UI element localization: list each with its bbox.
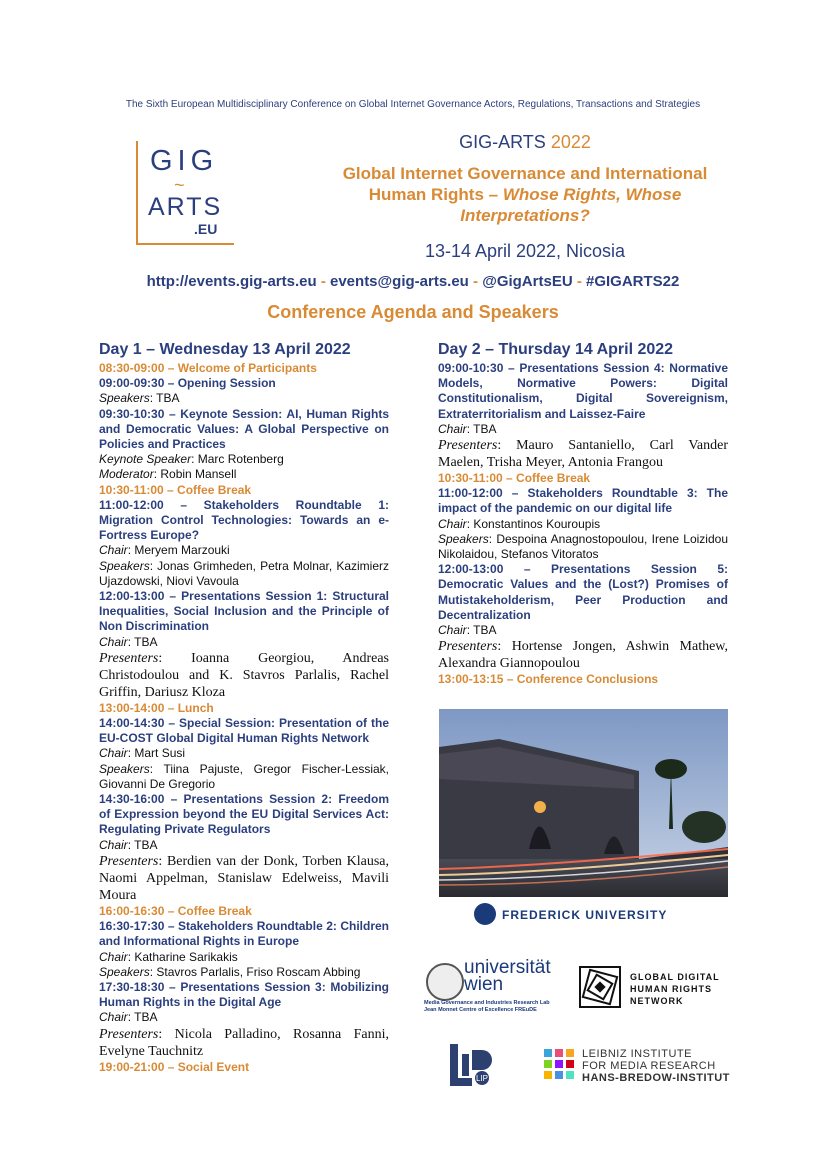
role-value: : Mart Susi: [127, 746, 186, 761]
role-label: Chair: [99, 949, 128, 964]
agenda-participants: [438, 638, 728, 672]
agenda-participants: [99, 1026, 389, 1060]
agenda-session: 09:00-10:30 – Presentations Session 4: Normative Models, Normative Powers: Digital Constitutionalism, Digital Sovereignism, Extraterritorialism and Laissez-Faire: [438, 361, 728, 421]
agenda-participants: [99, 853, 389, 904]
role-value: : TBA: [127, 837, 158, 852]
agenda-participants: [99, 1010, 389, 1025]
agenda-participants: [99, 543, 389, 558]
contact-link[interactable]: #GIGARTS22: [586, 273, 680, 290]
role-value: : Marc Rotenberg: [191, 452, 284, 467]
agenda-session: 11:00-12:00 – Stakeholders Roundtable 3: The impact of the pandemic on our digital life: [438, 486, 728, 516]
day-1-items: [99, 361, 389, 1075]
gdhr-line-2: HUMAN RIGHTS: [630, 984, 712, 994]
subtitle-line-3: Interpretations?: [460, 206, 590, 225]
nicosia-venue-photo: [439, 709, 728, 897]
agenda-session: 14:00-14:30 – Special Session: Presentation of the EU-COST Global Digital Human Rights Network: [99, 716, 389, 746]
day-1-column: [99, 340, 389, 1075]
conference-title: [400, 132, 650, 153]
agenda-title: Conference Agenda and Speakers: [267, 302, 559, 322]
contact-link[interactable]: @GigArtsEU: [482, 273, 573, 290]
frederick-emblem-icon: [474, 903, 496, 925]
logo-gig: GIG: [150, 145, 219, 177]
role-value: : TBA: [127, 634, 158, 649]
agenda-participants: [99, 452, 389, 467]
day-2-column: [438, 340, 728, 687]
role-label: Presenters: [99, 853, 159, 869]
day-2-heading: Day 2 – Thursday 14 April 2022: [438, 341, 674, 358]
role-label: Chair: [99, 543, 128, 558]
frederick-university-logo: [474, 903, 684, 927]
role-value: : Berdien van der Donk, Torben Klausa, Naomi Appelman, Stanislaw Edelweiss, Mavili Moura: [99, 853, 389, 903]
role-label: Keynote Speaker: [99, 452, 192, 467]
role-label: Chair: [99, 1010, 128, 1025]
logo-arts: ARTS: [148, 193, 223, 221]
role-label: Chair: [438, 421, 467, 436]
uniwien-seal-icon: [426, 963, 464, 1001]
lip-badge: LIP: [475, 1074, 489, 1083]
uniwien-name: universität wien: [464, 957, 551, 995]
role-label: Chair: [438, 516, 467, 531]
agenda-participants: [99, 746, 389, 761]
agenda-session: 09:30-10:30 – Keynote Session: AI, Human Rights and Democratic Values: A Global Perspective on Policies and Practices: [99, 406, 389, 452]
role-label: Chair: [99, 634, 128, 649]
leibniz-line-1: LEIBNIZ INSTITUTE: [582, 1048, 692, 1060]
agenda-participants: [99, 635, 389, 650]
role-value: : Meryem Marzouki: [127, 543, 230, 558]
agenda-session: 12:00-13:00 – Presentations Session 1: Structural Inequalities, Social Inclusion and the Principle of Non Discrimination: [99, 589, 389, 634]
role-value: : Ioanna Georgiou, Andreas Christodoulou and K. Stavros Parlalis, Rachel Griffin, Dariusz Kloza: [99, 650, 389, 700]
agenda-participants: [99, 467, 389, 482]
agenda-participants: [99, 950, 389, 965]
agenda-session: 08:30-09:00 – Welcome of Participants: [99, 361, 317, 375]
role-value: : TBA: [149, 391, 180, 406]
role-label: Speakers: [99, 964, 150, 979]
agenda-session: 10:30-11:00 – Coffee Break: [99, 482, 252, 497]
subtitle-line-2: Human Rights –: [368, 185, 503, 204]
gdhr-network-logo: [578, 965, 748, 1015]
role-label: Presenters: [99, 1026, 159, 1042]
agenda-session: 13:00-14:00 – Lunch: [99, 700, 214, 715]
agenda-session: 10:30-11:00 – Coffee Break: [438, 471, 591, 486]
agenda-session: 12:00-13:00 – Presentations Session 5: Democratic Values and the (Lost?) Promises of Mutistakeholderism, Peer Production and Decentralization: [438, 562, 728, 622]
role-label: Speakers: [438, 531, 489, 546]
subtitle-line-2-italic: Whose Rights, Whose: [502, 185, 682, 204]
link-separator: -: [572, 273, 586, 290]
role-value: : Stavros Parlalis, Friso Roscam Abbing: [149, 964, 361, 979]
gdhr-text: [630, 971, 720, 1007]
role-label: Chair: [99, 837, 128, 852]
universitat-wien-logo: [424, 957, 564, 1018]
leibniz-institute-logo: [542, 1047, 742, 1087]
agenda-session: 19:00-21:00 – Social Event: [99, 1059, 250, 1074]
role-label: Chair: [99, 746, 128, 761]
agenda-participants: [438, 422, 728, 437]
day-1-heading: Day 1 – Wednesday 13 April 2022: [99, 341, 351, 358]
role-value: : Konstantinos Kouroupis: [466, 516, 601, 531]
agenda-session: 14:30-16:00 – Presentations Session 2: Freedom of Expression beyond the EU Digital Services Act: Regulating Private Regulators: [99, 792, 389, 837]
agenda-participants: [438, 517, 728, 532]
link-separator: -: [316, 273, 330, 290]
subtitle-line-1: Global Internet Governance and International: [342, 164, 708, 183]
role-value: : Katharine Sarikakis: [127, 949, 238, 964]
lip-logo: [448, 1040, 496, 1090]
gdhr-mark-icon: [578, 965, 622, 1009]
frederick-name: FREDERICK UNIVERSITY: [502, 908, 668, 922]
role-label: Presenters: [438, 438, 498, 454]
leibniz-line-2: FOR MEDIA RESEARCH: [582, 1060, 716, 1072]
role-value: : TBA: [466, 421, 497, 436]
agenda-session: 17:30-18:30 – Presentations Session 3: Mobilizing Human Rights in the Digital Age: [99, 979, 389, 1010]
leibniz-text: [582, 1048, 730, 1084]
agenda-participants: [99, 391, 389, 406]
agenda-session: 16:00-16:30 – Coffee Break: [99, 903, 252, 918]
link-separator: -: [468, 273, 483, 290]
conference-date: 13-14 April 2022, Nicosia: [424, 241, 626, 261]
uniwien-subtitle: [424, 1000, 550, 1014]
title-main: GIG-ARTS: [459, 132, 546, 152]
role-label: Moderator: [99, 467, 154, 482]
role-value: : Despoina Anagnostopoulou, Irene Loizidou Nikolaidou, Stefanos Vitoratos: [438, 531, 728, 562]
role-label: Speakers: [99, 761, 150, 776]
leibniz-line-3: HANS-BREDOW-INSTITUT: [582, 1072, 730, 1084]
role-label: Chair: [438, 623, 467, 638]
agenda-participants: [99, 838, 389, 853]
role-label: Speakers: [99, 558, 150, 573]
role-value: : Nicola Palladino, Rosanna Fanni, Evelyne Tauchnitz: [99, 1026, 389, 1059]
agenda-participants: [99, 762, 389, 792]
title-year: 2022: [550, 132, 591, 152]
role-label: Presenters: [99, 650, 159, 666]
role-value: : Tiina Pajuste, Gregor Fischer-Lessiak, Giovanni De Gregorio: [99, 761, 389, 791]
gdhr-line-3: NETWORK: [630, 996, 684, 1006]
agenda-participants: [438, 532, 728, 562]
role-label: Speakers: [99, 391, 150, 406]
leibniz-mark-icon: [542, 1047, 576, 1083]
agenda-participants: [438, 623, 728, 638]
uniwien-sub-1: Media Governance and Industries Research Lab: [424, 1000, 550, 1006]
role-value: : Robin Mansell: [153, 467, 237, 482]
agenda-participants: [438, 437, 728, 471]
agenda-participants: [99, 559, 389, 589]
contact-link[interactable]: http://events.gig-arts.eu: [146, 273, 317, 290]
logo-tilde: ~: [174, 175, 185, 195]
conference-tagline: The Sixth European Multidisciplinary Conference on Global Internet Governance Actors, Regulations, Transactions and Strategies: [125, 99, 701, 110]
agenda-session: 16:30-17:30 – Stakeholders Roundtable 2: Children and Informational Rights in Europe: [99, 919, 389, 949]
conference-subtitle: [290, 163, 760, 226]
gig-arts-logo: [136, 141, 234, 245]
agenda-session: 13:00-13:15 – Conference Conclusions: [438, 672, 659, 687]
contact-link[interactable]: events@gig-arts.eu: [330, 273, 469, 290]
agenda-participants: [99, 650, 389, 701]
day-2-items: [438, 361, 728, 687]
gdhr-line-1: GLOBAL DIGITAL: [630, 972, 720, 982]
uniwien-sub-2: Jean Monnet Centre of Excellence FREuDE: [424, 1007, 537, 1013]
agenda-participants: [99, 965, 389, 980]
contact-links: [0, 273, 826, 290]
role-value: : TBA: [127, 1010, 158, 1025]
role-label: Presenters: [438, 639, 498, 655]
role-value: : TBA: [466, 623, 497, 638]
agenda-session: 11:00-12:00 – Stakeholders Roundtable 1: Migration Control Technologies: Towards an e-Fortress Europe?: [99, 497, 389, 543]
role-value: : Jonas Grimheden, Petra Molnar, Kazimierz Ujazdowski, Niovi Vavoula: [99, 558, 389, 588]
agenda-session: 09:00-09:30 – Opening Session: [99, 376, 276, 391]
role-value: : Mauro Santaniello, Carl Vander Maelen, Trisha Meyer, Antonia Frangou: [438, 438, 728, 471]
role-value: : Hortense Jongen, Ashwin Mathew, Alexandra Giannopoulou: [438, 639, 728, 672]
logo-eu: .EU: [194, 221, 218, 237]
